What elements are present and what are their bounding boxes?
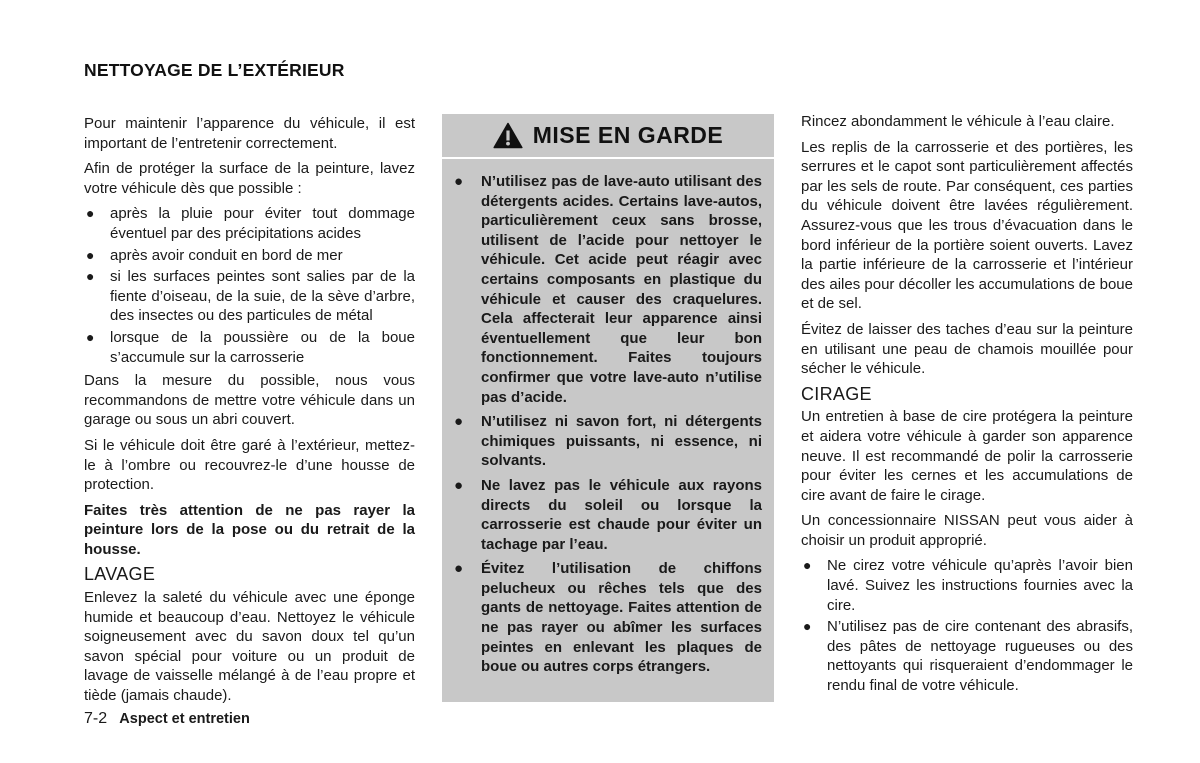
garage-paragraph: Dans la mesure du possible, nous vous recommandons de mettre votre véhicule dans un garage ou sous un abri couvert. [84, 372, 415, 429]
section-name: Aspect et entretien [119, 711, 250, 727]
bullet-icon: ● [454, 560, 464, 578]
page-footer [84, 710, 250, 728]
bullet-icon: ● [86, 328, 95, 345]
bullet-icon: ● [86, 205, 95, 222]
dealer-paragraph: Un concessionnaire NISSAN peut vous aider à choisir un produit approprié. [801, 512, 1133, 549]
folds-paragraph: Les replis de la carrosserie et des portières, les serrures et le capot sont particulièrement affectés par les sels de route. Par conséquent, ces parties du véhicule doivent être lavées régulièrement. Assurez-vous que les trous d’évacuation dans le bord inférieur de la portière soient ouverts. Lavez la partie inférieure de la carrosserie et l’intérieur des ailes pour décoller les accumulations de boue et de sel. [801, 138, 1133, 313]
bullet-icon: ● [803, 618, 812, 635]
list-item: ● N’utilisez pas de lave-auto utilisant des détergents acides. Certains lave-autos, particulièrement ceux sans brosse, utilisent de l’acide pour nettoyer le véhicule. Cet acide peut réagir avec certains composants en plastique du véhicule et causer des craquelures. Cela affecterait leur apparence ainsi éventuellement que leur bon fonctionnement. Faites toujours confirmer que votre lave-auto n’utilise pas d’acide. [454, 173, 762, 406]
bullet-icon: ● [454, 476, 464, 494]
page-title: NETTOYAGE DE L’EXTÉRIEUR [84, 60, 345, 80]
list-item: ● Ne lavez pas le véhicule aux rayons directs du soleil ou lorsque la carrosserie est chaude pour éviter un tachage par l’eau. [454, 476, 762, 553]
warning-header [442, 114, 774, 159]
cover-warning-paragraph: Faites très attention de ne pas rayer la peinture lors de la pose ou du retrait de la housse. [84, 501, 415, 558]
list-item: ● Évitez l’utilisation de chiffons pelucheux ou rêches tels que des gants de nettoyage. Faites attention de ne pas rayer ou abîmer les surfaces peintes en enlevant les plaques de boue ou autres corps étrangers. [454, 560, 762, 676]
list-item: ● Ne cirez votre véhicule qu’après l’avoir bien lavé. Suivez les instructions fournies avec la cire. [803, 557, 1133, 614]
bullet-icon: ● [454, 173, 464, 190]
rinse-paragraph: Rincez abondamment le véhicule à l’eau claire. [801, 113, 1115, 130]
warning-box [442, 114, 774, 702]
wax-list [801, 556, 1133, 695]
bullet-icon: ● [454, 413, 464, 431]
cirage-heading: CIRAGE [801, 383, 872, 404]
list-item: ● si les surfaces peintes sont salies par de la fiente d’oiseau, de la suie, de la sève d’arbre, des insectes ou des particules de métal [86, 268, 415, 325]
spots-paragraph: Évitez de laisser des taches d’eau sur la peinture en utilisant une peau de chamois mouillée pour sécher le véhicule. [801, 320, 1133, 378]
bullet-icon: ● [86, 268, 95, 285]
cirage-paragraph: Un entretien à base de cire protégera la peinture et aidera votre véhicule à garder son apparence neuve. Il est recommandé de polir la carrosserie pour éviter les cernes et les accumulations de cire avant de faire le cirage. [801, 408, 1133, 504]
right-column [801, 112, 1133, 700]
bullet-icon: ● [803, 557, 812, 574]
left-column [84, 114, 415, 712]
list-item: ● après avoir conduit en bord de mer [86, 246, 343, 264]
list-item: ● après la pluie pour éviter tout dommage éventuel par des précipitations acides [86, 205, 415, 242]
lavage-paragraph: Enlevez la saleté du véhicule avec une éponge humide et beaucoup d’eau. Nettoyez le véhicule soigneusement avec du savon doux tel qu’un savon spécial pour voiture ou un produit de lavage de vaisselle mélangé à de l’eau propre et tiède (jamais chaude). [84, 589, 415, 705]
list-item: ● lorsque de la poussière ou de la boue s’accumule sur la carrosserie [86, 328, 415, 366]
warning-triangle-icon [493, 122, 523, 149]
lavage-heading: LAVAGE [84, 564, 156, 585]
list-item: ● N’utilisez pas de cire contenant des abrasifs, des pâtes de nettoyage rugueuses ou des nettoyants qui risqueraient d’endommager le rendu final de votre véhicule. [803, 618, 1133, 695]
bullet-icon: ● [86, 246, 95, 263]
washing-occasions-list [84, 204, 415, 367]
outside-paragraph: Si le véhicule doit être garé à l’extérieur, mettez-le à l’ombre ou recouvrez-le d’une housse de protection. [84, 436, 415, 494]
warning-title: MISE EN GARDE [532, 122, 724, 148]
intro-paragraph: Pour maintenir l’apparence du véhicule, il est important de l’entretenir correctement. [84, 115, 415, 152]
warning-list [442, 159, 774, 677]
protect-intro-paragraph: Afin de protéger la surface de la peinture, lavez votre véhicule dès que possible : [84, 160, 415, 197]
page-number: 7-2 [84, 710, 108, 727]
list-item: ● N’utilisez ni savon fort, ni détergents chimiques puissants, ni essence, ni solvants. [454, 413, 762, 470]
